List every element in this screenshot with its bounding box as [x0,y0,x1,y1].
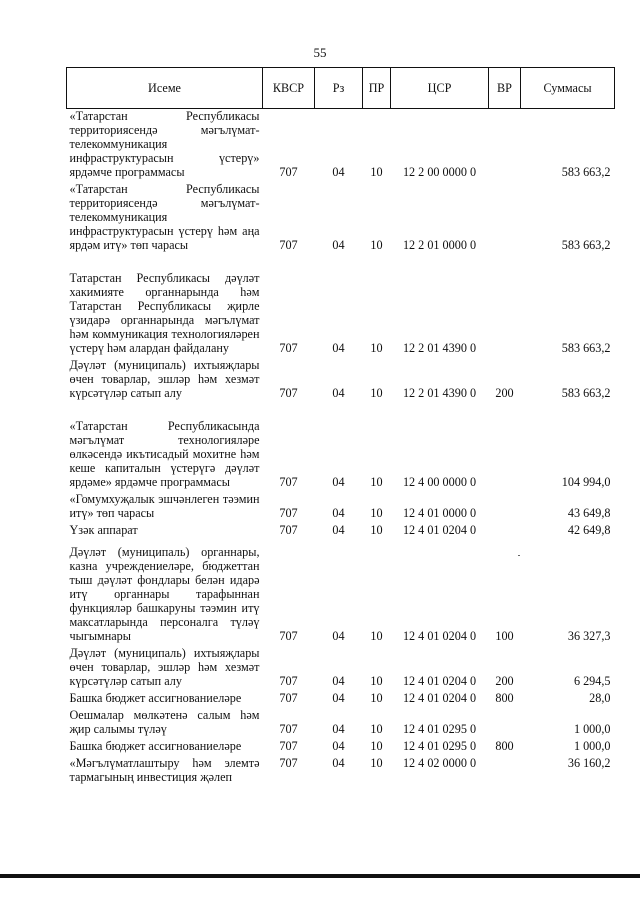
cell-name: Дәүләт (муниципаль) органнары, казна учреждениеләре, бюджеттан тыш дәүләт фондлары белән идарә итү органнары тарафыннан функцияләр башкаруны тәэмин итү максатларында персоналга түләү чыгымнары [69,545,260,643]
cell-csr: 12 2 01 0000 0 [402,238,477,252]
cell-csr: 12 2 00 0000 0 [402,165,477,179]
cell-pr: 10 [370,674,383,688]
cell-kvsr: 707 [279,674,298,688]
cell-kvsr: 707 [279,629,298,643]
cell-kvsr: 707 [279,238,298,252]
cell-sum: 583 663,2 [561,238,611,252]
cell-csr: 12 4 01 0295 0 [402,722,477,736]
cell-kvsr: 707 [279,691,298,705]
cell-vr [489,182,521,255]
cell-name: Татарстан Республикасы дәүләт хакимияте органнарында һәм Татарстан Республикасы җирле үзидарә органнарында мәгълүмат һәм коммуникация технологияләрен үстерү һәм алардан файдалану [69,271,260,355]
cell-rz: 04 [332,475,345,489]
cell-vr [489,109,521,183]
table-header [67,68,615,109]
cell-rz: 04 [332,341,345,355]
cell-vr: 100 [495,629,514,643]
cell-sum: 43 649,8 [567,506,611,520]
cell-pr: 10 [370,523,383,537]
cell-name: «Татарстан Республикасы территориясендә мәгълүмат-телекоммуникация инфраструктурасын үстерү һәм аңа ярдәм итү» төп чарасы [69,182,260,252]
table-row [67,540,615,646]
cell-pr: 10 [370,238,383,252]
cell-name: «Мәгълүматлаштыру һәм элемтә тармагының инвестиция җәлеп [69,756,260,784]
cell-vr: 200 [495,386,514,400]
table-row [67,403,615,492]
cell-rz: 04 [332,674,345,688]
cell-csr: 12 4 01 0000 0 [402,506,477,520]
cell-pr: 10 [370,756,383,770]
cell-sum: 6 294,5 [573,674,611,688]
table-row [67,523,615,540]
cell-kvsr: 707 [279,722,298,736]
cell-sum: 36 327,3 [567,629,611,643]
cell-rz: 04 [332,523,345,537]
cell-name: «Татарстан Республикасы территориясендә мәгълүмат-телекоммуникация инфраструктурасын үстерү» ярдәмче программасы [69,109,260,179]
cell-name: «Татарстан Республикасында мәгълүмат технологияләре өлкәсендә икътисадый мохитне һәм кеше капиталын үстерүгә дәүләт ярдәме» ярдәмче программасы [69,419,260,489]
cell-sum: 1 000,0 [573,739,611,753]
bottom-rule [0,874,640,878]
cell-sum: 104 994,0 [561,475,611,489]
cell-vr [489,708,521,739]
cell-pr: 10 [370,629,383,643]
cell-name: Башка бюджет ассигнованиеләре [69,691,242,705]
cell-sum: 583 663,2 [561,165,611,179]
cell-sum: 36 160,2 [567,756,611,770]
column-header-name: Исеме [67,68,263,109]
table-row [67,739,615,756]
cell-name: Дәүләт (муниципаль) ихтыяҗлары өчен товарлар, эшләр һәм хезмәт күрсәтүләр сатып алу [69,646,260,688]
cell-csr: 12 4 00 0000 0 [402,475,477,489]
cell-rz: 04 [332,506,345,520]
cell-csr: 12 4 01 0204 0 [402,674,477,688]
cell-name: «Гомумхуҗалык эшчәнлеген тәэмин итү» төп чарасы [69,492,260,520]
table-row [67,182,615,255]
cell-name: Дәүләт (муниципаль) ихтыяҗлары өчен товарлар, эшләр һәм хезмәт күрсәтүләр сатып алу [69,358,260,400]
cell-vr [489,403,521,492]
cell-vr: 800 [495,691,514,705]
cell-pr: 10 [370,506,383,520]
cell-rz: 04 [332,165,345,179]
cell-csr: 12 4 01 0204 0 [402,691,477,705]
column-header-csr: ЦСР [391,68,489,109]
cell-name: Үзәк аппарат [69,523,138,537]
column-header-vr: ВР [489,68,521,109]
column-header-rz: Рз [315,68,363,109]
cell-rz: 04 [332,238,345,252]
cell-rz: 04 [332,739,345,753]
cell-vr [489,492,521,523]
cell-csr: 12 4 01 0204 0 [402,629,477,643]
table-row [67,691,615,708]
cell-kvsr: 707 [279,523,298,537]
page-number: 55 [313,45,327,60]
cell-rz: 04 [332,629,345,643]
cell-sum: 583 663,2 [561,341,611,355]
cell-csr: 12 4 01 0295 0 [402,739,477,753]
budget-table [66,67,615,788]
cell-vr [489,523,521,540]
cell-sum: 583 663,2 [561,386,611,400]
cell-pr: 10 [370,691,383,705]
cell-sum: 42 649,8 [567,523,611,537]
cell-vr: 200 [495,674,514,688]
cell-rz: 04 [332,386,345,400]
cell-pr: 10 [370,722,383,736]
cell-pr: 10 [370,341,383,355]
cell-csr: 12 2 01 4390 0 [402,341,477,355]
cell-csr: 12 2 01 4390 0 [402,386,477,400]
cell-csr: 12 4 01 0204 0 [402,523,477,537]
table-body [67,109,615,789]
cell-kvsr: 707 [279,506,298,520]
cell-pr: 10 [370,386,383,400]
cell-csr: 12 4 02 0000 0 [402,756,477,770]
cell-vr: 800 [495,739,514,753]
table-row [67,646,615,691]
column-header-sum: Суммасы [521,68,615,109]
column-header-kvsr: КВСР [263,68,315,109]
table-row [67,358,615,403]
cell-kvsr: 707 [279,386,298,400]
cell-rz: 04 [332,756,345,770]
table-row [67,255,615,358]
table-row [67,756,615,788]
cell-kvsr: 707 [279,756,298,770]
cell-kvsr: 707 [279,739,298,753]
table-row [67,109,615,183]
table-row [67,492,615,523]
cell-kvsr: 707 [279,165,298,179]
cell-sum: 28,0 [589,691,611,705]
cell-rz: 04 [332,722,345,736]
table-row [67,708,615,739]
cell-sum: 1 000,0 [573,722,611,736]
cell-name: Оешмалар мөлкәтенә салым һәм җир салымы түләү [69,708,260,736]
cell-pr: 10 [370,739,383,753]
cell-vr [489,756,521,788]
cell-name: Башка бюджет ассигнованиеләре [69,739,242,753]
column-header-pr: ПР [363,68,391,109]
cell-kvsr: 707 [279,341,298,355]
cell-rz: 04 [332,691,345,705]
cell-vr [489,255,521,358]
cell-kvsr: 707 [279,475,298,489]
cell-pr: 10 [370,165,383,179]
scan-speck [518,555,520,556]
cell-pr: 10 [370,475,383,489]
